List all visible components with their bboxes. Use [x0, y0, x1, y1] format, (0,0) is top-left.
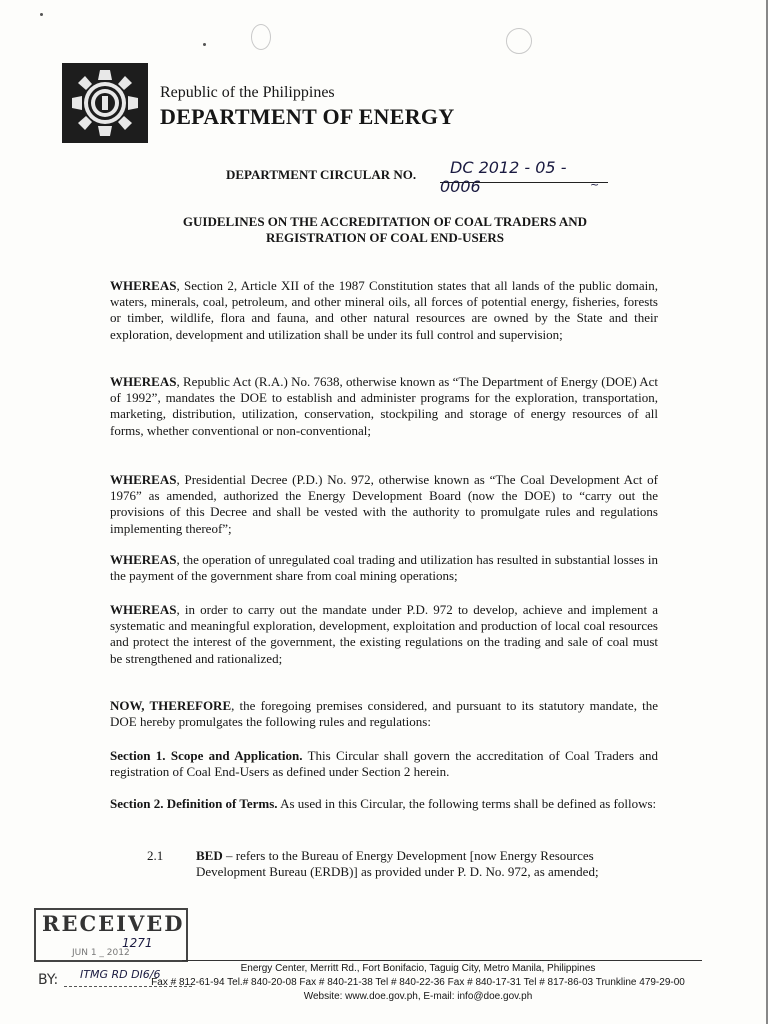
scan-speck: [203, 43, 206, 46]
department-heading: DEPARTMENT OF ENERGY: [160, 104, 455, 129]
subsection-text: BED – refers to the Bureau of Energy Development [now Energy Resources Development Bureau (ERDB)] as provided under P. D. No. 972, as amended;: [196, 848, 599, 880]
whereas-paragraph: WHEREAS, the operation of unregulated coal trading and utilization has resulted in substantial losses in the payment of the government share from coal mining operations;: [110, 552, 658, 584]
section-2-paragraph: Section 2. Definition of Terms. As used in this Circular, the following terms shall be defined as follows:: [110, 796, 657, 811]
stamp-date: JUN 1 _ 2012: [72, 948, 130, 958]
now-therefore-paragraph: NOW, THEREFORE, the foregoing premises considered, and pursuant to its statutory mandate, the DOE hereby promulgates the following rules and regulations:: [110, 698, 658, 730]
title-line: REGISTRATION OF COAL END-USERS: [265, 230, 505, 245]
document-title: [140, 214, 630, 246]
republic-heading: Republic of the Philippines: [160, 84, 335, 101]
stamp-title: RECEIVED: [42, 911, 185, 936]
doe-seal-logo: [62, 63, 148, 143]
whereas-paragraph: WHEREAS, in order to carry out the mandate under P.D. 972 to develop, achieve and implement a systematic and meaningful exploration, development, exploitation and production of local coal resources and protect the interest of the government, the existing regulations on the trading and sale of coal must be strengthened and rationalized;: [110, 602, 658, 666]
circular-label: DEPARTMENT CIRCULAR NO.: [226, 167, 417, 182]
whereas-paragraph: WHEREAS, Republic Act (R.A.) No. 7638, otherwise known as “The Department of Energy (DOE) Act of 1992”, mandates the DOE to establish and administer programs for the exploration, transportation, marketing, distribution, utilization, conservation, stockpiling and storage of energy resources of all forms, whether conventional or non-conventional;: [110, 374, 658, 438]
subsection-number: 2.1: [147, 848, 164, 863]
receiver-signature: ITMG RD DI6/6: [80, 968, 161, 981]
footer-rule: [182, 960, 702, 961]
received-by-label: BY:: [38, 972, 59, 988]
handwritten-mark: ~: [590, 178, 600, 191]
footer-contacts: Fax # 812-61-94 Tel.# 840-20-08 Fax # 840-21-38 Tel # 840-22-36 Fax # 840-17-31 Tel # 817-86-03 Trunkline 479-29-00: [151, 977, 685, 988]
circular-number: DC 2012 - 05 - 0006: [440, 158, 608, 183]
received-stamp: [34, 908, 188, 962]
footer-website: Website: www.doe.gov.ph, E-mail: info@doe.gov.ph: [303, 991, 533, 1002]
whereas-paragraph: WHEREAS, Presidential Decree (P.D.) No. 972, otherwise known as “The Coal Development Act of 1976” as amended, authorized the Energy Development Board (now the DOE) to “carry out the provisions of this Decree and shall be vested with the authority to promulgate rules and regulations implementing thereof”;: [110, 472, 658, 536]
punch-hole: [251, 24, 271, 50]
whereas-paragraph: WHEREAS, Section 2, Article XII of the 1987 Constitution states that all lands of the public domain, waters, minerals, coal, petroleum, and other mineral oils, all forces of potential energy, fisheries, forests or timber, wildlife, flora and fauna, and other natural resources are owned by the State and their exploration, development and utilization shall be under its full control and supervision;: [110, 278, 658, 342]
stamp-number: 1271: [122, 936, 153, 950]
footer-address: Energy Center, Merritt Rd., Fort Bonifacio, Taguig City, Metro Manila, Philippines: [240, 963, 596, 974]
scan-speck: [40, 13, 43, 16]
title-line: GUIDELINES ON THE ACCREDITATION OF COAL TRADERS AND: [182, 214, 588, 229]
punch-hole: [506, 28, 532, 54]
section-1-paragraph: Section 1. Scope and Application. This Circular shall govern the accreditation of Coal Traders and registration of Coal End-Users as defined under Section 2 herein.: [110, 748, 658, 780]
